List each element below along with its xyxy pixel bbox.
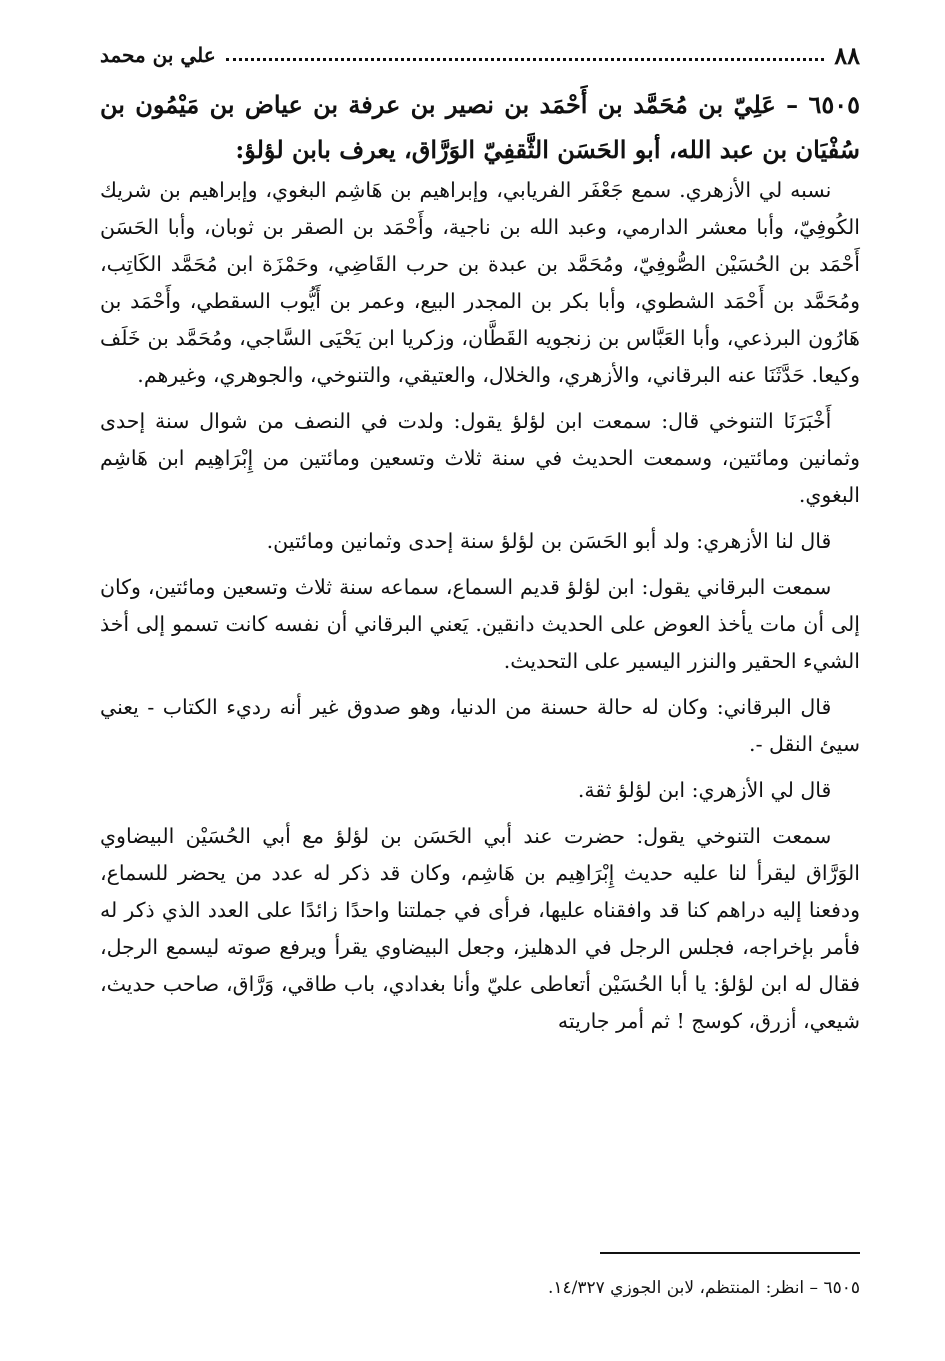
book-page — [100, 30, 860, 1330]
page-number: ٨٨ — [834, 40, 860, 70]
paragraph-barqani-status: قال البرقاني: وكان له حالة حسنة من الدنيا، وهو صدوق غير أنه رديء الكتاب - يعني سيئ النقل -. — [100, 695, 860, 756]
header-dotted-leader — [226, 58, 825, 61]
paragraph-birth-tanukhi: أَخْبَرَنَا التنوخي قال: سمعت ابن لؤلؤ يقول: ولدت في النصف من شوال سنة إحدى وثمانين ومائتين، وسمعت الحديث في سنة ثلاث وتسعين ومائتين من إِبْرَاهِيم ابن هَاشِم البغوي. — [100, 409, 860, 507]
paragraph-barqani-sama: سمعت البرقاني يقول: ابن لؤلؤ قديم السماع، سماعه سنة ثلاث وتسعين ومائتين، وكان إلى أن مات يأخذ العوض على الحديث دانقين. يَعني البرقاني أن نفسه كانت تسمو إلى أخذ الشيء الحقير والنزر اليسير على التحديث. — [100, 575, 860, 673]
entry-heading: ٦٥٠٥ – عَلِيّ بن مُحَمَّد بن أَحْمَد بن نصير بن عرفة بن عياض بن مَيْمُون بن سُفْيَان بن عبد الله، أبو الحَسَن الثَّقفِيّ الوَرَّاق، يعرف بابن لؤلؤ: — [100, 90, 860, 164]
paragraph-birth-azhari: قال لنا الأزهري: ولد أبو الحَسَن بن لؤلؤ سنة إحدى وثمانين ومائتين. — [266, 529, 832, 553]
entry-body — [100, 172, 860, 1049]
footnote-divider — [600, 1252, 860, 1254]
paragraph-azhari-thiqa: قال لي الأزهري: ابن لؤلؤ ثقة. — [577, 778, 832, 802]
paragraph-narrators: نسبه لي الأزهري. سمع جَعْفَر الفريابي، وإبراهيم بن هَاشِم البغوي، وإبراهيم بن شريك الكُوفِيّ، وأبا معشر الدارمي، وعبد الله بن ناجية، وأَحْمَد بن الصقر بن ثوبان، وأبا الحَسَن أَحْمَد بن الحُسَيْن الصُّوفِيّ، ومُحَمَّد بن عبدة بن حرب القَاضِي، وحَمْزَة ابن مُحَمَّد الكَاتِب، ومُحَمَّد بن أَحْمَد الشطوي، وأبا بكر بن المجدر البيع، وعمر بن أَيُّوب السقطي، وأَحْمَد بن هَارُون البرذعي، وأبا العَبَّاس بن زنجويه القَطَّان، وزكريا ابن يَحْيَى السَّاجي، ومُحَمَّد بن خَلَف وكيعا. حَدَّثَنَا عنه البرقاني، والأزهري، والخلال، والعتيقي، والتنوخي، والجوهري، وغيرهم. — [100, 178, 860, 387]
footnote: ٦٥٠٥ – انظر: المنتظم، لابن الجوزي ١٤/٣٢٧. — [547, 1278, 860, 1298]
running-title: علي بن محمد — [100, 43, 216, 67]
paragraph-tanukhi-story: سمعت التنوخي يقول: حضرت عند أبي الحَسَن بن لؤلؤ مع أبي الحُسَيْن البيضاوي الوَرَّاق ليقرأ لنا عليه حديث إِبْرَاهِيم بن هَاشِم، وكان قد ذكر له عدد من يحضر للسماع، ودفعنا إليه دراهم كنا قد وافقناه عليها، فرأى في جملتنا واحدًا زائدًا على العدد الذي ذكر له فأمر بإخراجه، فجلس الرجل في الدهليز، وجعل البيضاوي يقرأ ويرفع صوته ليسمع الرجل، فقال له ابن لؤلؤ: يا أبا الحُسَيْن أتعاطى عليّ وأنا بغدادي، باب طاقي، وَرَّاق، صاحب حديث، شيعي، أزرق، كوسج ! ثم أمر جاريته — [100, 824, 860, 1033]
running-header — [100, 38, 860, 72]
